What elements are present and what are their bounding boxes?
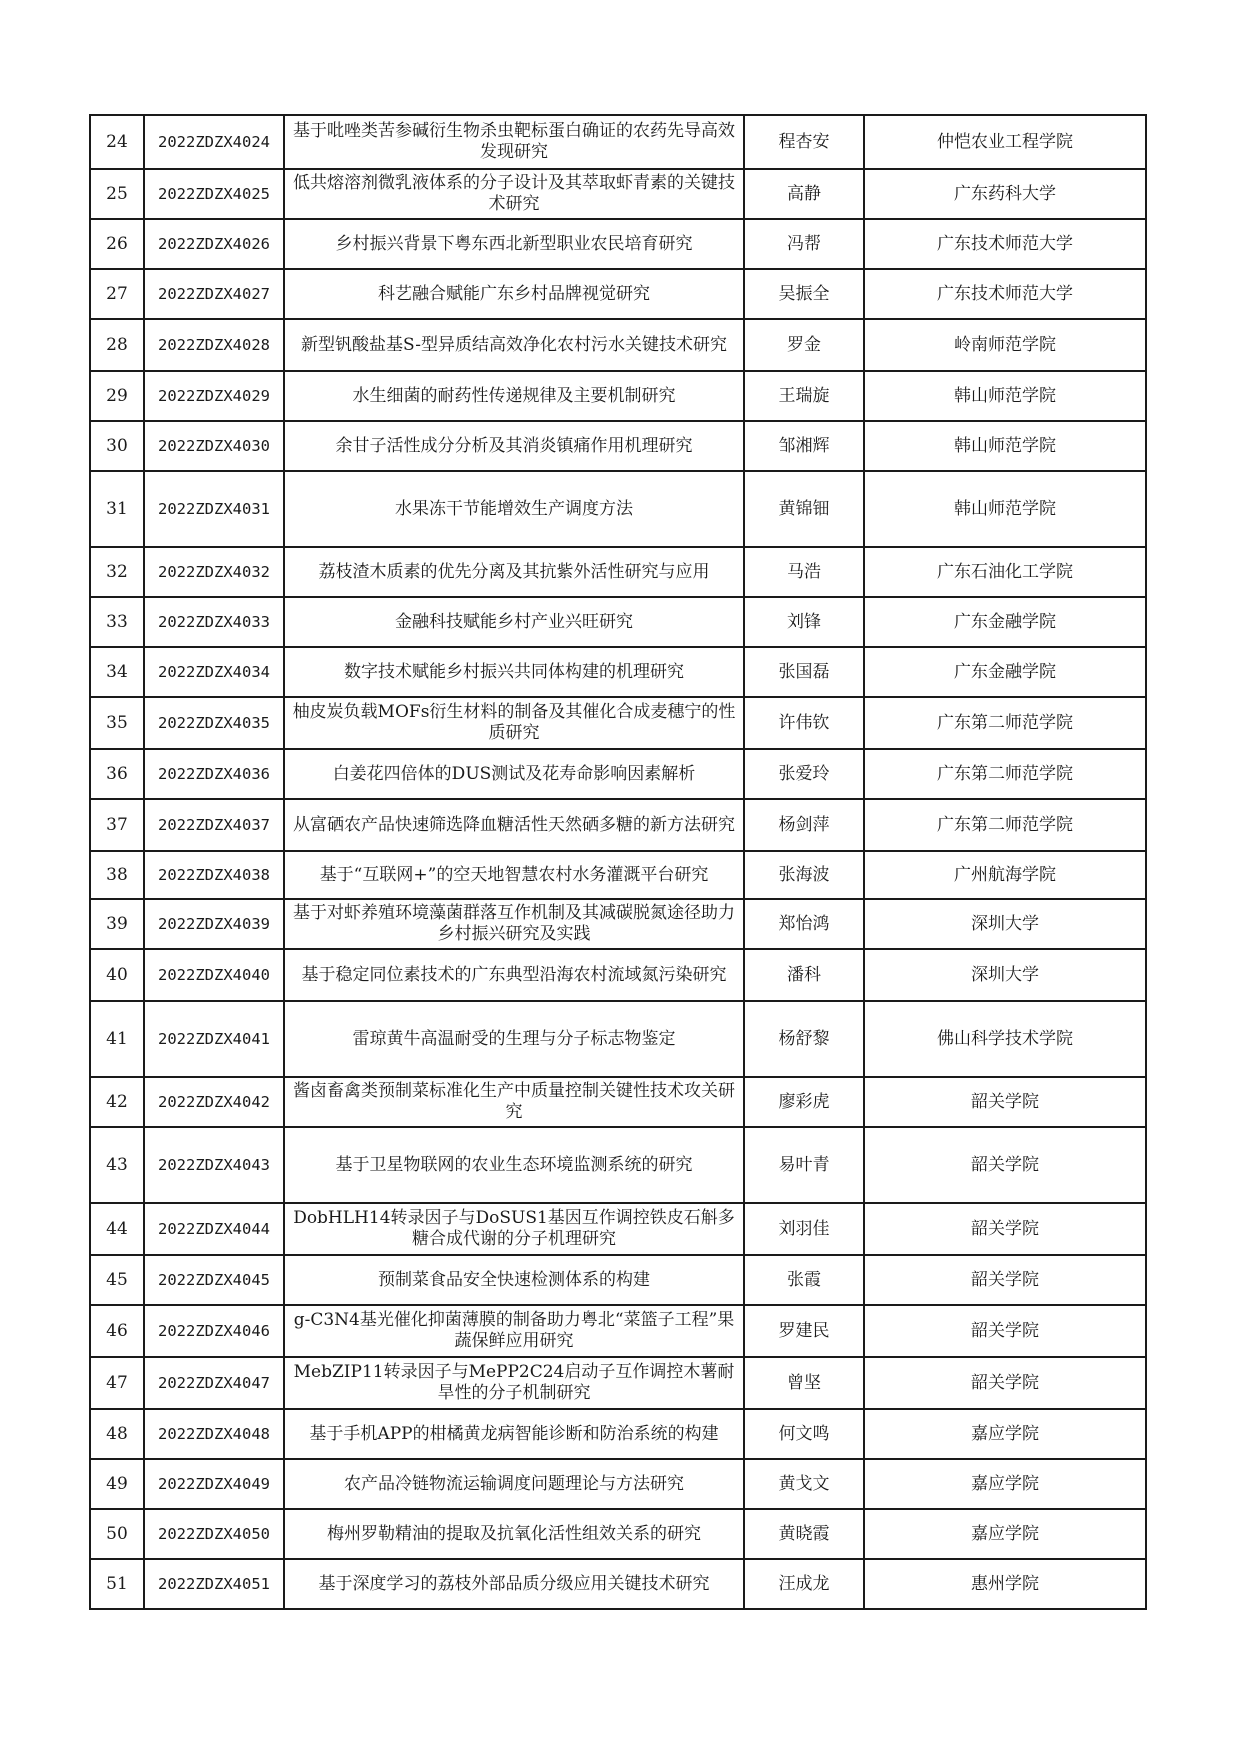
project-title: 金融科技赋能乡村产业兴旺研究 [284,597,744,647]
project-leader: 邹湘辉 [744,421,864,471]
project-code: 2022ZDZX4042 [144,1077,284,1127]
project-leader: 张海波 [744,851,864,899]
project-table-body [90,115,1146,1609]
project-title: 基于深度学习的荔枝外部品质分级应用关键技术研究 [284,1559,744,1609]
project-code: 2022ZDZX4044 [144,1203,284,1255]
institution: 广东技术师范大学 [864,269,1146,319]
table-row [90,371,1146,421]
project-code: 2022ZDZX4040 [144,949,284,1001]
project-code: 2022ZDZX4047 [144,1357,284,1409]
project-title: 数字技术赋能乡村振兴共同体构建的机理研究 [284,647,744,697]
row-number: 26 [90,219,144,269]
project-leader: 罗金 [744,319,864,371]
institution: 深圳大学 [864,949,1146,1001]
row-number: 28 [90,319,144,371]
row-number: 38 [90,851,144,899]
project-code: 2022ZDZX4026 [144,219,284,269]
project-leader: 黄晓霞 [744,1509,864,1559]
institution: 岭南师范学院 [864,319,1146,371]
project-code: 2022ZDZX4027 [144,269,284,319]
row-number: 39 [90,899,144,949]
table-row [90,1001,1146,1077]
institution: 韶关学院 [864,1255,1146,1305]
project-leader: 张霞 [744,1255,864,1305]
row-number: 30 [90,421,144,471]
project-leader: 曾坚 [744,1357,864,1409]
institution: 韶关学院 [864,1357,1146,1409]
project-code: 2022ZDZX4050 [144,1509,284,1559]
project-leader: 程杏安 [744,115,864,169]
project-title: 水果冻干节能增效生产调度方法 [284,471,744,547]
table-row [90,647,1146,697]
project-title: 乡村振兴背景下粤东西北新型职业农民培育研究 [284,219,744,269]
project-title: 柚皮炭负载MOFs衍生材料的制备及其催化合成麦穗宁的性质研究 [284,697,744,749]
project-leader: 汪成龙 [744,1559,864,1609]
table-row [90,1305,1146,1357]
institution: 韶关学院 [864,1077,1146,1127]
institution: 韶关学院 [864,1305,1146,1357]
institution: 广东金融学院 [864,647,1146,697]
project-leader: 刘锋 [744,597,864,647]
project-title: 白姜花四倍体的DUS测试及花寿命影响因素解析 [284,749,744,799]
project-leader: 易叶青 [744,1127,864,1203]
project-title: 预制菜食品安全快速检测体系的构建 [284,1255,744,1305]
project-code: 2022ZDZX4033 [144,597,284,647]
row-number: 49 [90,1459,144,1509]
row-number: 45 [90,1255,144,1305]
project-leader: 马浩 [744,547,864,597]
row-number: 37 [90,799,144,851]
project-code: 2022ZDZX4045 [144,1255,284,1305]
row-number: 24 [90,115,144,169]
project-title: DobHLH14转录因子与DoSUS1基因互作调控铁皮石斛多糖合成代谢的分子机理研究 [284,1203,744,1255]
project-code: 2022ZDZX4038 [144,851,284,899]
row-number: 35 [90,697,144,749]
project-table [89,114,1147,1610]
table-row [90,851,1146,899]
project-code: 2022ZDZX4035 [144,697,284,749]
project-title: 梅州罗勒精油的提取及抗氧化活性组效关系的研究 [284,1509,744,1559]
institution: 广东第二师范学院 [864,697,1146,749]
project-title: 基于手机APP的柑橘黄龙病智能诊断和防治系统的构建 [284,1409,744,1459]
project-code: 2022ZDZX4034 [144,647,284,697]
row-number: 32 [90,547,144,597]
institution: 仲恺农业工程学院 [864,115,1146,169]
project-code: 2022ZDZX4039 [144,899,284,949]
table-row [90,949,1146,1001]
table-row [90,1509,1146,1559]
project-leader: 何文鸣 [744,1409,864,1459]
table-row [90,1077,1146,1127]
project-leader: 廖彩虎 [744,1077,864,1127]
row-number: 43 [90,1127,144,1203]
project-title: 从富硒农产品快速筛选降血糖活性天然硒多糖的新方法研究 [284,799,744,851]
table-row [90,219,1146,269]
project-title: 科艺融合赋能广东乡村品牌视觉研究 [284,269,744,319]
table-row [90,471,1146,547]
project-code: 2022ZDZX4028 [144,319,284,371]
project-title: 新型钒酸盐基S-型异质结高效净化农村污水关键技术研究 [284,319,744,371]
table-row [90,899,1146,949]
project-code: 2022ZDZX4048 [144,1409,284,1459]
row-number: 44 [90,1203,144,1255]
row-number: 29 [90,371,144,421]
project-code: 2022ZDZX4036 [144,749,284,799]
row-number: 40 [90,949,144,1001]
table-row [90,1255,1146,1305]
project-code: 2022ZDZX4051 [144,1559,284,1609]
project-title: 基于吡唑类苦参碱衍生物杀虫靶标蛋白确证的农药先导高效发现研究 [284,115,744,169]
project-leader: 高静 [744,169,864,219]
project-code: 2022ZDZX4025 [144,169,284,219]
project-title: 基于对虾养殖环境藻菌群落互作机制及其减碳脱氮途径助力乡村振兴研究及实践 [284,899,744,949]
table-row [90,1127,1146,1203]
project-leader: 黄戈文 [744,1459,864,1509]
project-leader: 王瑞旋 [744,371,864,421]
project-title: 基于“互联网+”的空天地智慧农村水务灌溉平台研究 [284,851,744,899]
table-row [90,421,1146,471]
institution: 佛山科学技术学院 [864,1001,1146,1077]
table-row [90,547,1146,597]
row-number: 51 [90,1559,144,1609]
row-number: 42 [90,1077,144,1127]
project-code: 2022ZDZX4041 [144,1001,284,1077]
institution: 广东金融学院 [864,597,1146,647]
row-number: 27 [90,269,144,319]
project-code: 2022ZDZX4029 [144,371,284,421]
row-number: 25 [90,169,144,219]
project-leader: 吴振全 [744,269,864,319]
institution: 韩山师范学院 [864,371,1146,421]
project-title: 水生细菌的耐药性传递规律及主要机制研究 [284,371,744,421]
row-number: 33 [90,597,144,647]
row-number: 46 [90,1305,144,1357]
institution: 深圳大学 [864,899,1146,949]
institution: 嘉应学院 [864,1409,1146,1459]
project-leader: 杨舒黎 [744,1001,864,1077]
row-number: 36 [90,749,144,799]
institution: 广东石油化工学院 [864,547,1146,597]
table-row [90,1559,1146,1609]
project-code: 2022ZDZX4032 [144,547,284,597]
institution: 韩山师范学院 [864,421,1146,471]
table-row [90,319,1146,371]
project-leader: 郑怡鸿 [744,899,864,949]
row-number: 47 [90,1357,144,1409]
institution: 韶关学院 [864,1127,1146,1203]
project-title: 荔枝渣木质素的优先分离及其抗紫外活性研究与应用 [284,547,744,597]
institution: 嘉应学院 [864,1459,1146,1509]
project-leader: 潘科 [744,949,864,1001]
project-leader: 罗建民 [744,1305,864,1357]
table-row [90,1459,1146,1509]
project-leader: 黄锦钿 [744,471,864,547]
project-title: 农产品冷链物流运输调度问题理论与方法研究 [284,1459,744,1509]
row-number: 41 [90,1001,144,1077]
project-title: MebZIP11转录因子与MePP2C24启动子互作调控木薯耐旱性的分子机制研究 [284,1357,744,1409]
project-code: 2022ZDZX4043 [144,1127,284,1203]
table-row [90,799,1146,851]
institution: 广东第二师范学院 [864,799,1146,851]
institution: 韶关学院 [864,1203,1146,1255]
table-row [90,749,1146,799]
project-leader: 许伟钦 [744,697,864,749]
table-row [90,115,1146,169]
project-code: 2022ZDZX4030 [144,421,284,471]
project-title: 基于卫星物联网的农业生态环境监测系统的研究 [284,1127,744,1203]
institution: 广东技术师范大学 [864,219,1146,269]
project-title: 酱卤畜禽类预制菜标准化生产中质量控制关键性技术攻关研究 [284,1077,744,1127]
project-title: 低共熔溶剂微乳液体系的分子设计及其萃取虾青素的关键技术研究 [284,169,744,219]
institution: 嘉应学院 [864,1509,1146,1559]
table-row [90,597,1146,647]
institution: 广州航海学院 [864,851,1146,899]
project-title: 余甘子活性成分分析及其消炎镇痛作用机理研究 [284,421,744,471]
project-title: 雷琼黄牛高温耐受的生理与分子标志物鉴定 [284,1001,744,1077]
institution: 惠州学院 [864,1559,1146,1609]
project-leader: 杨剑萍 [744,799,864,851]
project-code: 2022ZDZX4031 [144,471,284,547]
row-number: 50 [90,1509,144,1559]
project-title: 基于稳定同位素技术的广东典型沿海农村流域氮污染研究 [284,949,744,1001]
project-title: g-C3N4基光催化抑菌薄膜的制备助力粤北“菜篮子工程”果蔬保鲜应用研究 [284,1305,744,1357]
table-row [90,697,1146,749]
row-number: 34 [90,647,144,697]
row-number: 48 [90,1409,144,1459]
table-row [90,1357,1146,1409]
institution: 韩山师范学院 [864,471,1146,547]
project-leader: 冯帮 [744,219,864,269]
table-row [90,269,1146,319]
row-number: 31 [90,471,144,547]
project-code: 2022ZDZX4024 [144,115,284,169]
project-leader: 刘羽佳 [744,1203,864,1255]
project-code: 2022ZDZX4037 [144,799,284,851]
table-row [90,169,1146,219]
table-row [90,1203,1146,1255]
institution: 广东药科大学 [864,169,1146,219]
project-code: 2022ZDZX4046 [144,1305,284,1357]
project-code: 2022ZDZX4049 [144,1459,284,1509]
project-leader: 张国磊 [744,647,864,697]
table-row [90,1409,1146,1459]
project-leader: 张爱玲 [744,749,864,799]
institution: 广东第二师范学院 [864,749,1146,799]
